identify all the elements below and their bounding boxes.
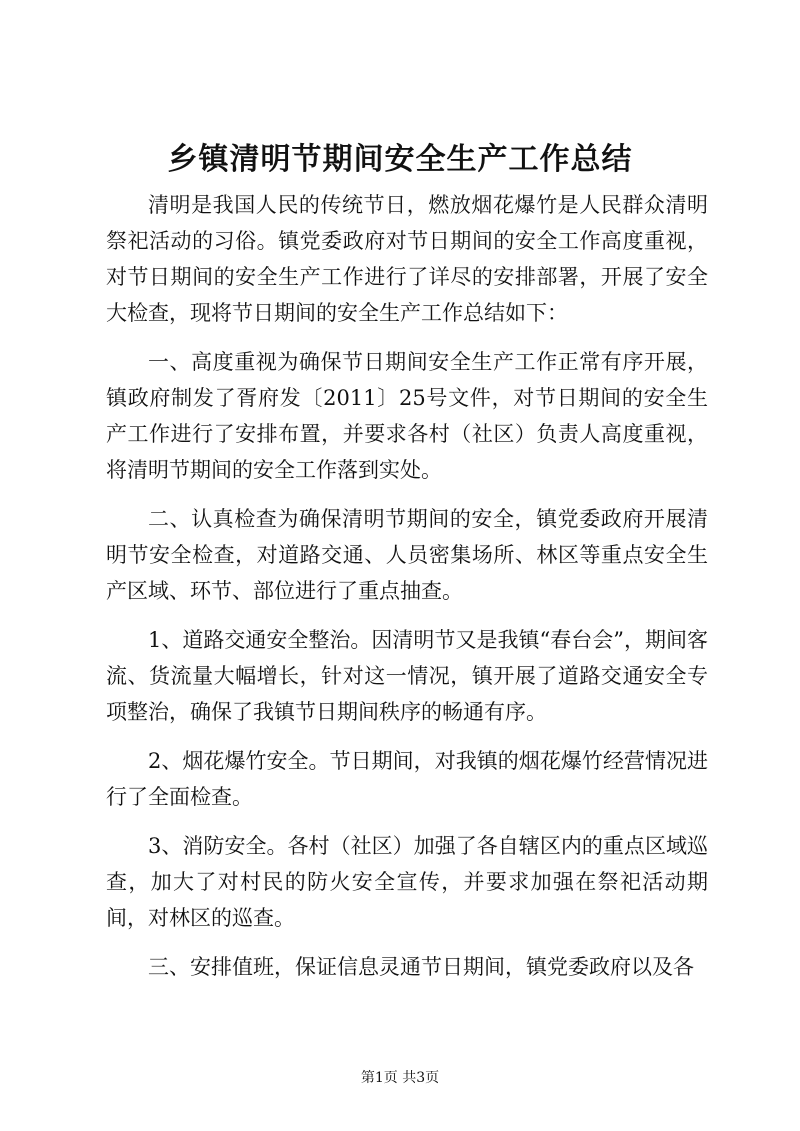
paragraph-intro: 清明是我国人民的传统节日，燃放烟花爆竹是人民群众清明祭祀活动的习俗。镇党委政府对节日期间的安全工作高度重视，对节日期间的安全生产工作进行了详尽的安排部署，开展了安全大检查，现将节日期间的安全生产工作总结如下： <box>106 193 708 325</box>
paragraph-item-3: 3、消防安全。各村（社区）加强了各自辖区内的重点区域巡查，加大了对村民的防火安全宣传，并要求加强在祭祀活动期间，对林区的巡查。 <box>106 834 708 930</box>
paragraph-section-3: 三、安排值班，保证信息灵通节日期间，镇党委政府以及各 <box>148 955 694 979</box>
paragraph-item-1: 1、道路交通安全整治。因清明节又是我镇“春台会”，期间客流、货流量大幅增长，针对这一情况，镇开展了道路交通安全专项整治，确保了我镇节日期间秩序的畅通有序。 <box>106 628 708 724</box>
paragraph-item-2: 2、烟花爆竹安全。节日期间，对我镇的烟花爆竹经营情况进行了全面检查。 <box>106 749 708 809</box>
paragraph-section-2: 二、认真检查为确保清明节期间的安全，镇党委政府开展清明节安全检查，对道路交通、人员密集场所、林区等重点安全生产区域、环节、部位进行了重点抽查。 <box>106 507 708 603</box>
document-body <box>106 187 708 985</box>
page-number-footer: 第1页 共3页 <box>360 1070 440 1086</box>
paragraph-section-1: 一、高度重视为确保节日期间安全生产工作正常有序开展，镇政府制发了胥府发〔2011〕25号文件，对节日期间的安全生产工作进行了安排布置，并要求各村（社区）负责人高度重视，将清明节期间的安全工作落到实处。 <box>106 350 708 482</box>
document-title: 乡镇清明节期间安全生产工作总结 <box>167 142 633 177</box>
